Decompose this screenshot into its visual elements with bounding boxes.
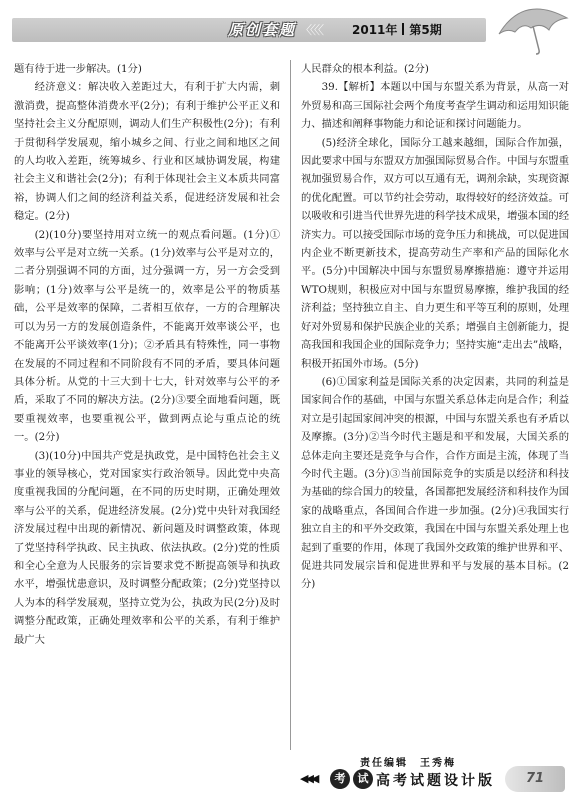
page-footer [300, 766, 570, 794]
paragraph: (2)(10分)要坚持用对立统一的观点看问题。(1分)①效率与公平是对立统一关系。(1分)效率与公平是对立的，二者分别强调不同的方面，过分强调一方，另一方会受到影响；(1分)效率与公平是统一的，效率是公平的物质基础，公平是效率的保障，二者相互依存，一方的合理解决可以为另一方的发展创造条件，不能离开效率谈公平，也不能离开公平谈效率(1分)；②矛盾具有特殊性，同一事物在发展的不同过程和不同阶段有不同的矛盾，要具体问题具体分析。从党的十三大到十七大，针对效率与公平的矛盾，采取了不同的解决方法。(2分)③要全面地看问题，既要重视效率，也要重视公平，做到两点论与重点论的统一。(2分) [14, 228, 280, 444]
right-column [301, 60, 569, 594]
page-number: 71 [505, 766, 565, 792]
footer-title: 高考试题设计版 [376, 773, 495, 789]
page-header [0, 0, 581, 58]
issue-number: 第5期 [409, 23, 442, 37]
footer-badge-kao: 考 [330, 769, 350, 789]
responsible-editor: 责任编辑 王秀梅 [360, 758, 456, 769]
magazine-section-title: 原创套题 [228, 21, 297, 39]
paragraph: (5)经济全球化，国际分工越来越细，国际合作加强，因此要求中国与东盟双方加强国际贸易合作。中国与东盟重视加强贸易合作，双方可以互通有无，调剂余缺，实现资源的优化配置。可以节约社会劳动，取得较好的经济效益。可以吸收和引进当代世界先进的科学技术成果，增强本国的经济实力。可以接受国际市场的竞争压力和挑战，可以促进国内企业不断更新技术，提高劳动生产率和产品的国际化水平。(5分)中国解决中国与东盟贸易摩擦措施：遵守并运用WTO规则，积极应对中国与东盟贸易摩擦，维护我国的经济利益；坚持独立自主、自力更生和平等互利的原则，处理好对外贸易和保护民族企业的关系；增强自主创新能力，提高我国和我国企业的国际竞争力；坚持实施“走出去”战略，积极开拓国外市场。(5分) [301, 136, 569, 370]
left-column [14, 60, 280, 649]
paragraph: (6)①国家利益是国际关系的决定因素，共同的利益是国家间合作的基础，中国与东盟关系总体走向是合作；利益对立是引起国家间冲突的根源，中国与东盟关系也有矛盾以及摩擦。(3分)②当今时代主题是和平和发展，大国关系的总体走向主要还是竞争与合作，合作方面是主流，体现了当今时代主题。(3分)③当前国际竞争的实质是以经济和科技为基础的综合国力的较量，各国都把发展经济和科技作为国家的战略重点，各国间合作进一步加强。(2分)④我国实行独立自主的和平外交政策，我国在中国与东盟关系处理上也起到了重要的作用，体现了我国外交政策的维护世界和平、促进共同发展宗旨和促进世界和平与发展的基本目标。(2分) [301, 375, 569, 591]
paragraph: 题有待于进一步解决。(1分) [14, 63, 142, 75]
column-divider [290, 60, 291, 750]
chevron-icons: 〈〈〈〈 [300, 23, 323, 37]
issue-year: 2011年 [352, 23, 398, 37]
arrow-left-icons: ◀◀◀ [300, 772, 317, 785]
paragraph: (3)(10分)中国共产党是执政党，是中国特色社会主义事业的领导核心，党对国家实行政治领导。因此党中央高度重视我国的分配问题，在不同的历史时期，正确处理效率与公平的关系，促进经济发展。(2分)党中央针对我国经济发展过程中出现的新情况、新问题及时调整政策，体现了党坚持科学执政、民主执政、依法执政。(2分)党的性质和全心全意为人民服务的宗旨要求党不断提高领导和执政水平，增强忧患意识，及时调整分配政策；(2分)党坚持以人为本的科学发展观，坚持立党为公，执政为民(2分)及时调整分配政策，正确处理效率和公平的关系，有利于维护最广大 [14, 449, 280, 646]
footer-badge-shi: 试 [353, 769, 373, 789]
issue-info [352, 18, 442, 42]
paragraph: 经济意义：解决收入差距过大，有利于扩大内需，刺激消费，提高整体消费水平(2分)；有利于维护公平正义和坚持社会主义分配原则，调动人们生产积极性(2分)；有利于贯彻科学发展观，缩小城乡之间、行业之间和地区之间的人均收入差距，统筹城乡、行业和区域协调发展，构建社会主义和谐社会(2分)；有利于体现社会主义本质共同富裕，协调人们之间的经济利益关系，促进经济发展和社会稳定。(2分) [14, 81, 280, 223]
issue-separator [402, 23, 404, 35]
paragraph: 人民群众的根本利益。(2分) [301, 63, 429, 75]
umbrella-icon [493, 0, 571, 58]
paragraph: 39.【解析】本题以中国与东盟关系为背景，从高一对外贸易和高三国际社会两个角度考查学生调动和运用知识能力、描述和阐释事物能力和论证和探讨问题能力。 [301, 81, 569, 131]
